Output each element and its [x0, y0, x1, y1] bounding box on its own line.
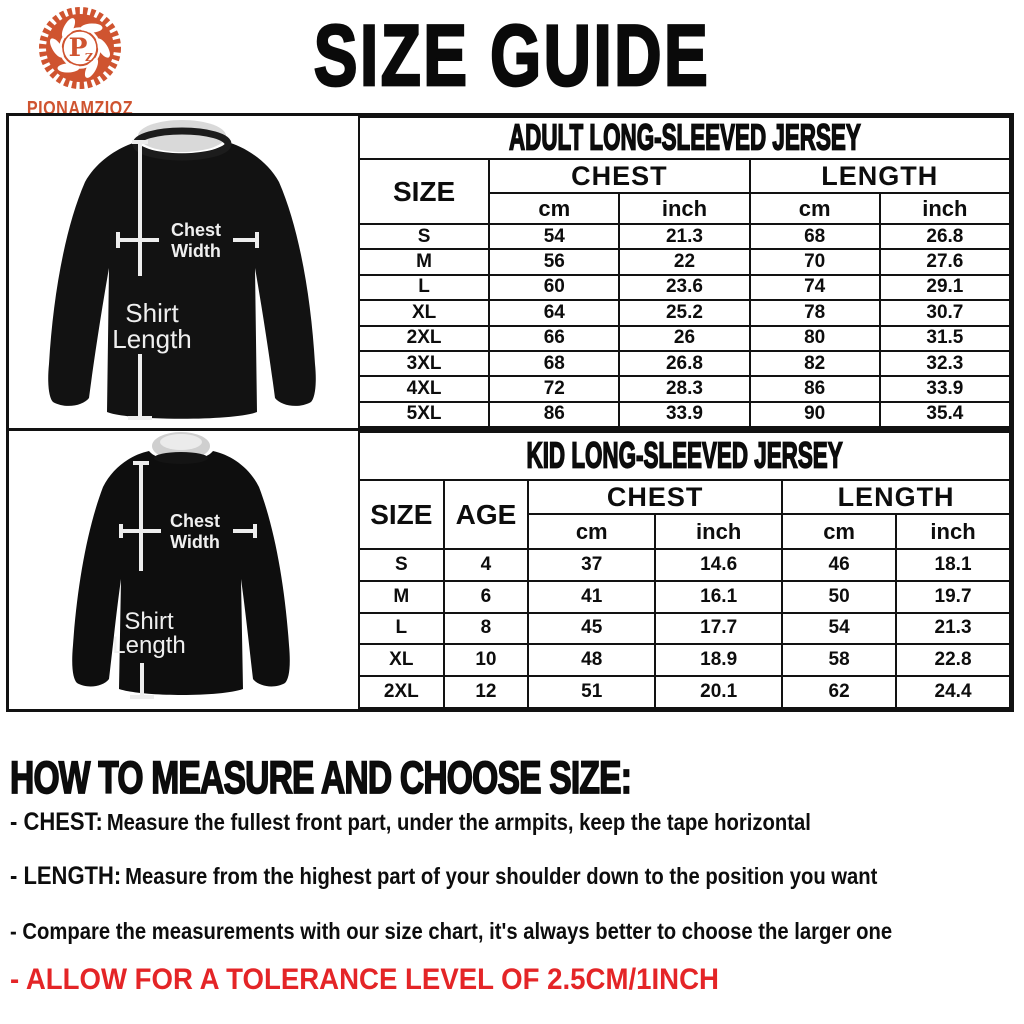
chest-cm-cell: 45 — [528, 613, 655, 645]
length-cm-cell: 68 — [750, 224, 880, 249]
adult-chest-cm: cm — [489, 193, 619, 224]
chest-inch-cell: 14.6 — [655, 549, 782, 581]
adult-table-title: ADULT LONG-SLEEVED JERSEY — [359, 117, 1010, 159]
kid-col-size: SIZE — [359, 480, 444, 549]
adult-chest-width-label-2: Width — [171, 241, 221, 261]
size-cell: S — [359, 549, 444, 581]
kid-shirt-length-label-1: Shirt — [124, 608, 174, 635]
length-inch-cell: 35.4 — [880, 402, 1010, 427]
table-row — [359, 326, 1010, 351]
length-cm-cell: 80 — [750, 326, 880, 351]
size-cell: XL — [359, 644, 444, 676]
kid-col-length: LENGTH — [782, 480, 1010, 514]
length-inch-cell: 29.1 — [880, 275, 1010, 300]
length-cm-cell: 62 — [782, 676, 896, 708]
kid-shirt-length-label-2: Length — [112, 632, 186, 659]
adult-shirt-length-label-1: Shirt — [125, 298, 179, 328]
adult-shirt-length-label-2: Length — [112, 324, 192, 354]
bullet-length-label: - LENGTH: — [10, 862, 122, 890]
page-title: SIZE GUIDE — [313, 7, 711, 104]
size-cell: 3XL — [359, 351, 489, 376]
chest-inch-cell: 25.2 — [619, 300, 749, 325]
kid-chest-width-label-1: Chest — [169, 511, 221, 531]
chest-inch-cell: 26 — [619, 326, 749, 351]
length-inch-cell: 26.8 — [880, 224, 1010, 249]
chest-cm-cell: 48 — [528, 644, 655, 676]
kid-col-chest: CHEST — [528, 480, 782, 514]
bullet-chest-text: Measure the fullest front part, under the armpits, keep the tape horizontal — [106, 809, 811, 835]
length-cm-cell: 82 — [750, 351, 880, 376]
table-row — [359, 351, 1010, 376]
chest-inch-cell: 18.9 — [655, 644, 782, 676]
adult-col-length: LENGTH — [750, 159, 1010, 193]
size-cell: 2XL — [359, 326, 489, 351]
table-row — [359, 644, 1010, 676]
kid-length-cm: cm — [782, 514, 896, 549]
bullet-chest-label: - CHEST: — [10, 808, 103, 836]
length-inch-cell: 24.4 — [896, 676, 1010, 708]
adult-size-table — [358, 116, 1011, 428]
length-cm-cell: 74 — [750, 275, 880, 300]
bullet-length-text: Measure from the highest part of your shoulder down to the position you want — [125, 863, 878, 889]
table-row — [359, 249, 1010, 274]
adult-jersey-diagram — [9, 116, 358, 428]
size-chart-frame — [6, 113, 1014, 712]
table-row — [359, 402, 1010, 427]
length-inch-cell: 31.5 — [880, 326, 1010, 351]
chest-inch-cell: 22 — [619, 249, 749, 274]
chest-cm-cell: 41 — [528, 581, 655, 613]
size-cell: L — [359, 613, 444, 645]
length-inch-cell: 27.6 — [880, 249, 1010, 274]
bullet-compare-text: - Compare the measurements with our size chart, it's always better to choose the larger one — [10, 918, 893, 944]
adult-section — [9, 116, 1011, 431]
chest-cm-cell: 56 — [489, 249, 619, 274]
length-inch-cell: 18.1 — [896, 549, 1010, 581]
size-cell: 2XL — [359, 676, 444, 708]
kid-table-title: KID LONG-SLEEVED JERSEY — [359, 432, 1010, 480]
length-inch-cell: 22.8 — [896, 644, 1010, 676]
kid-col-age: AGE — [444, 480, 529, 549]
kid-jersey-diagram — [9, 431, 358, 709]
length-inch-cell: 33.9 — [880, 376, 1010, 401]
size-cell: L — [359, 275, 489, 300]
bullet-compare — [10, 917, 892, 946]
table-row — [359, 275, 1010, 300]
adult-length-cm: cm — [750, 193, 880, 224]
adult-length-inch: inch — [880, 193, 1010, 224]
size-cell: 5XL — [359, 402, 489, 427]
length-inch-cell: 21.3 — [896, 613, 1010, 645]
age-cell: 4 — [444, 549, 529, 581]
length-cm-cell: 90 — [750, 402, 880, 427]
table-row — [359, 376, 1010, 401]
length-inch-cell: 19.7 — [896, 581, 1010, 613]
age-cell: 12 — [444, 676, 529, 708]
adult-col-chest: CHEST — [489, 159, 749, 193]
adult-col-size: SIZE — [359, 159, 489, 224]
length-cm-cell: 46 — [782, 549, 896, 581]
chest-cm-cell: 72 — [489, 376, 619, 401]
chest-inch-cell: 28.3 — [619, 376, 749, 401]
table-row — [359, 613, 1010, 645]
chest-cm-cell: 60 — [489, 275, 619, 300]
table-row — [359, 300, 1010, 325]
chest-cm-cell: 54 — [489, 224, 619, 249]
size-cell: XL — [359, 300, 489, 325]
size-cell: M — [359, 249, 489, 274]
table-row — [359, 549, 1010, 581]
size-cell: 4XL — [359, 376, 489, 401]
table-row — [359, 676, 1010, 708]
age-cell: 10 — [444, 644, 529, 676]
monogram-sub: Z — [84, 51, 94, 64]
chest-cm-cell: 37 — [528, 549, 655, 581]
chest-inch-cell: 33.9 — [619, 402, 749, 427]
chest-inch-cell: 20.1 — [655, 676, 782, 708]
size-cell: S — [359, 224, 489, 249]
age-cell: 8 — [444, 613, 529, 645]
chest-cm-cell: 51 — [528, 676, 655, 708]
kid-chest-inch: inch — [655, 514, 782, 549]
length-inch-cell: 32.3 — [880, 351, 1010, 376]
chest-inch-cell: 17.7 — [655, 613, 782, 645]
howto-heading: HOW TO MEASURE AND CHOOSE SIZE: — [10, 752, 632, 803]
age-cell: 6 — [444, 581, 529, 613]
size-cell: M — [359, 581, 444, 613]
kid-jersey-image — [9, 431, 358, 709]
kid-chest-width-label-2: Width — [170, 532, 220, 552]
chest-inch-cell: 23.6 — [619, 275, 749, 300]
kid-size-table — [358, 431, 1011, 709]
length-cm-cell: 70 — [750, 249, 880, 274]
bullet-chest — [10, 808, 811, 837]
tolerance-note: - ALLOW FOR A TOLERANCE LEVEL OF 2.5CM/1INCH — [10, 963, 719, 996]
length-cm-cell: 58 — [782, 644, 896, 676]
length-cm-cell: 78 — [750, 300, 880, 325]
adult-jersey-image — [9, 116, 358, 428]
chest-cm-cell: 68 — [489, 351, 619, 376]
chest-inch-cell: 21.3 — [619, 224, 749, 249]
table-row — [359, 224, 1010, 249]
kid-chest-cm: cm — [528, 514, 655, 549]
chest-inch-cell: 16.1 — [655, 581, 782, 613]
chest-inch-cell: 26.8 — [619, 351, 749, 376]
bullet-length — [10, 862, 877, 891]
length-inch-cell: 30.7 — [880, 300, 1010, 325]
length-cm-cell: 54 — [782, 613, 896, 645]
kid-length-inch: inch — [896, 514, 1010, 549]
kid-section — [9, 431, 1011, 709]
brand-name: PIONAMZIOZ — [26, 97, 134, 119]
length-cm-cell: 50 — [782, 581, 896, 613]
table-row — [359, 581, 1010, 613]
length-cm-cell: 86 — [750, 376, 880, 401]
monogram-main: P — [68, 33, 88, 62]
chest-cm-cell: 66 — [489, 326, 619, 351]
adult-chest-inch: inch — [619, 193, 749, 224]
chest-cm-cell: 86 — [489, 402, 619, 427]
adult-chest-width-label-1: Chest — [170, 220, 222, 240]
chest-cm-cell: 64 — [489, 300, 619, 325]
